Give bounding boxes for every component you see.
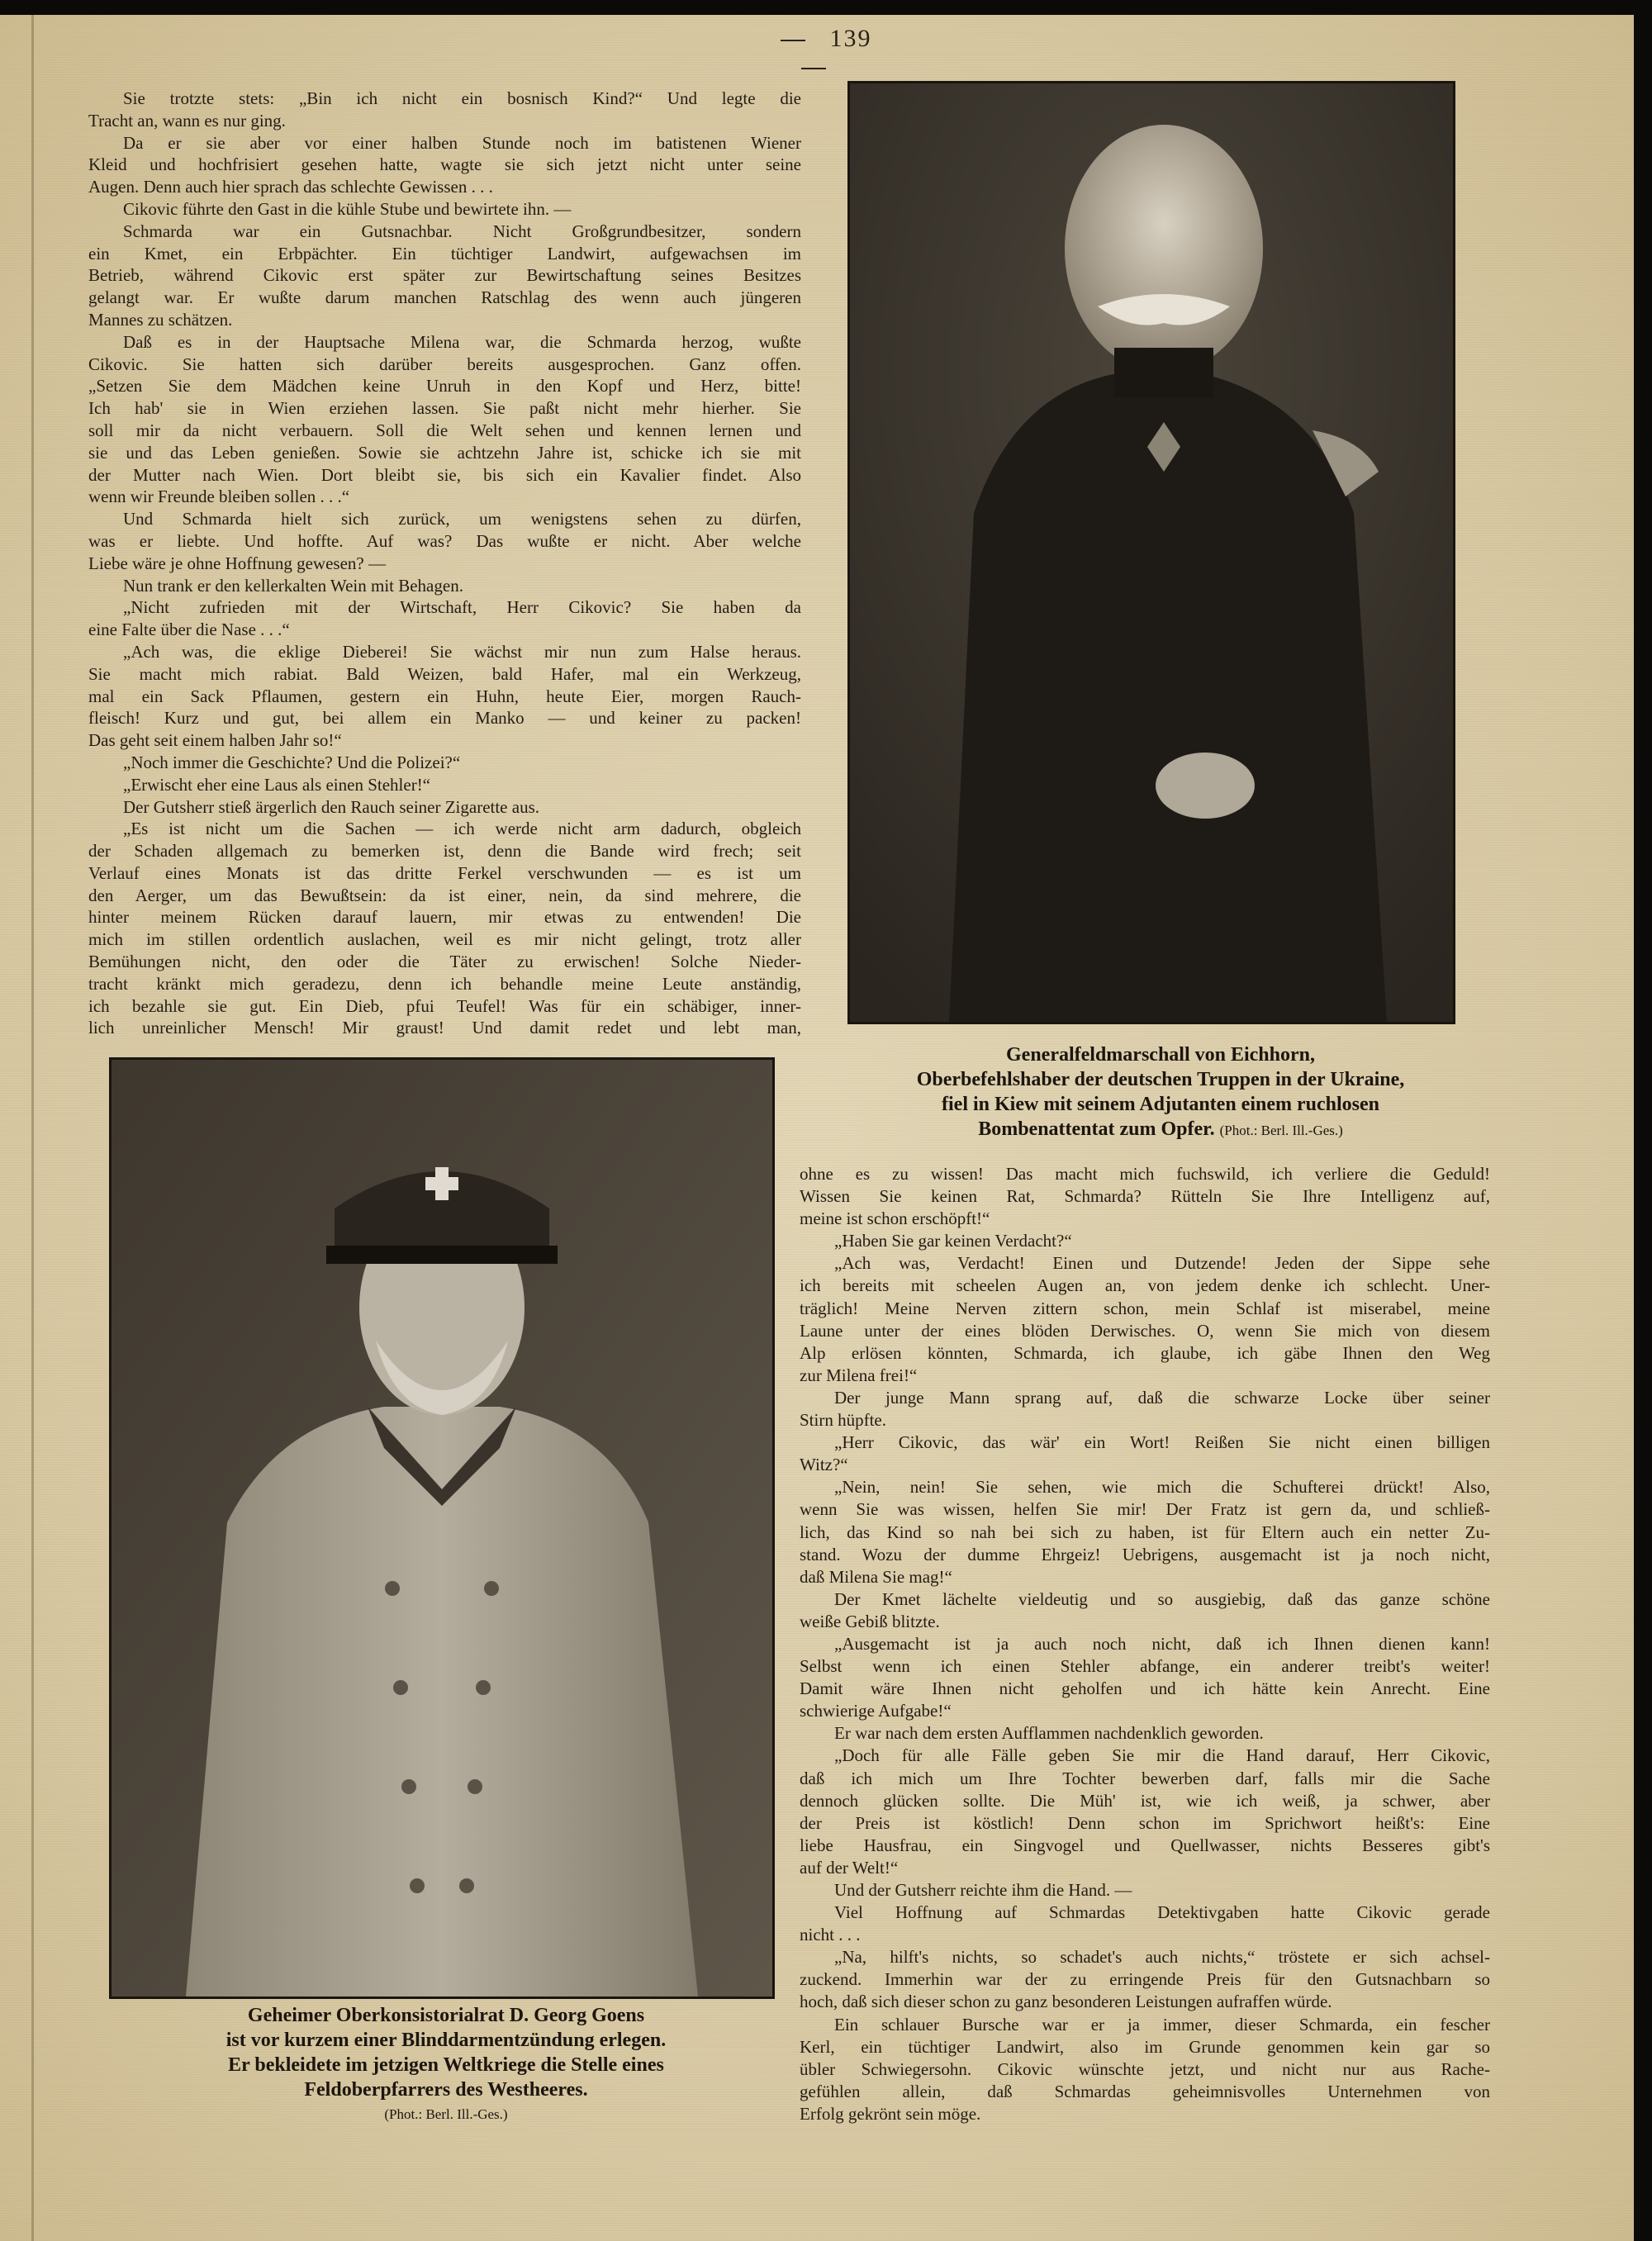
text-line: Stirn hüpfte. <box>800 1410 886 1431</box>
text-line: der Mutter nach Wien. Dort bleibt sie, bis sich ein Kavalier findet. Also <box>88 464 801 485</box>
text-line: „Erwischt eher eine Laus als einen Stehler!“ <box>123 774 431 795</box>
text-line: hinter meinem Rücken darauf lauern, mir etwas zu entwenden! Die <box>88 907 801 928</box>
text-line: wenn Sie was wissen, helfen Sie mir! Der Fratz ist gern da, und schließ- <box>800 1499 1490 1520</box>
caption-line: Oberbefehlshaber der deutschen Truppen in der Ukraine, <box>916 1069 1405 1090</box>
text-line: „Noch immer die Geschichte? Und die Polizei?“ <box>123 752 461 772</box>
portrait-chaplain-image <box>112 1060 772 1996</box>
paragraph <box>88 198 801 221</box>
text-line: nicht . . . <box>800 1925 861 1945</box>
text-line: lich unreinlicher Mensch! Mir graust! Und damit redet und lebt man, <box>88 1018 801 1038</box>
text-line: Ein schlauer Bursche war er ja immer, dieser Schmarda, ein fescher <box>834 2014 1490 2034</box>
text-line: auf der Welt!“ <box>800 1857 899 1878</box>
dash-left <box>781 40 805 41</box>
paragraph <box>88 752 801 774</box>
paragraph <box>800 1588 1490 1633</box>
paragraph <box>800 1902 1490 1946</box>
paragraph <box>88 596 801 641</box>
text-line: gelangt war. Er wußte darum manchen Ratschlag des wenn auch jüngeren <box>88 287 801 308</box>
text-line: Wissen Sie keinen Rat, Schmarda? Rütteln Sie Ihre Intelligenz auf, <box>800 1186 1490 1207</box>
paragraph <box>88 508 801 574</box>
text-line: Bemühungen nicht, den oder die Täter zu erwischen! Solche Nieder- <box>88 952 801 972</box>
text-line: Sie macht mich rabiat. Bald Weizen, bald Hafer, mal ein Werkzeug, <box>88 663 801 684</box>
caption-line: Geheimer Oberkonsistorialrat D. Georg Goens <box>247 2005 645 2026</box>
paragraph <box>88 796 801 819</box>
text-line: hoch, daß sich dieser schon zu ganz besonderen Leistungen aufraffen würde. <box>800 1992 1332 2012</box>
page-number <box>719 25 909 81</box>
paragraph <box>800 1387 1490 1431</box>
text-line: „Herr Cikovic, das wär' ein Wort! Reißen Sie nicht einen billigen <box>834 1432 1490 1453</box>
paragraph <box>800 2014 1490 2125</box>
text-line: „Ach was, die eklige Dieberei! Sie wächst mir nun zum Halse heraus. <box>123 641 801 662</box>
text-line: Liebe wäre je ohne Hoffnung gewesen? — <box>88 553 386 573</box>
text-line: Ich hab' sie in Wien erziehen lassen. Sie paßt nicht mehr hierher. Sie <box>88 398 801 419</box>
page-fold-line <box>31 15 34 2241</box>
text-line: was er liebte. Und hoffte. Auf was? Das wußte er nicht. Aber welche <box>88 530 801 551</box>
caption-line: fiel in Kiew mit seinem Adjutanten einem ruchlosen <box>942 1094 1379 1115</box>
text-line: Alp erlösen könnten, Schmarda, ich glaube, ich gäbe Ihnen den Weg <box>800 1342 1490 1363</box>
text-line: ich bereits mit scheelen Augen an, von jedem denke ich schlecht. Uner- <box>800 1275 1490 1296</box>
right-text-column <box>800 1163 1490 2125</box>
caption-line: Bombenattentat zum Opfer. <box>978 1118 1215 1140</box>
text-line: meine ist schon erschöpft!“ <box>800 1208 990 1229</box>
caption-line-with-credit <box>834 1117 1487 1143</box>
photo-credit: (Phot.: Berl. Ill.-Ges.) <box>384 2106 508 2122</box>
text-line: daß Milena Sie mag!“ <box>800 1566 952 1587</box>
text-line: Tracht an, wann es nur ging. <box>88 110 286 131</box>
text-line: Das geht seit einem halben Jahr so!“ <box>88 730 342 751</box>
paragraph <box>88 221 801 331</box>
text-line: Verlauf eines Monats ist das dritte Ferkel verschwunden — es ist um <box>88 862 801 883</box>
paragraph <box>88 575 801 597</box>
portrait-officer-image <box>850 83 1453 1022</box>
text-line: schwierige Aufgabe!“ <box>800 1701 952 1721</box>
text-line: Betrieb, während Cikovic erst später zur Bewirtschaftung seines Besitzes <box>88 265 801 286</box>
text-line: Cikovic führte den Gast in die kühle Stube und bewirtete ihn. — <box>123 198 572 219</box>
text-line: „Ausgemacht ist ja auch noch nicht, daß ich Ihnen dienen kann! <box>834 1633 1490 1654</box>
paragraph <box>88 774 801 796</box>
caption-line: Generalfeldmarschall von Eichhorn, <box>1006 1044 1315 1066</box>
caption-line: ist vor kurzem einer Blinddarmentzündung erlegen. <box>225 2030 667 2051</box>
text-line: fleisch! Kurz und gut, bei allem ein Manko — und keiner zu packen! <box>88 708 801 729</box>
paragraph <box>800 1722 1490 1745</box>
dash-right <box>801 68 826 69</box>
text-line: Der junge Mann sprang auf, daß die schwarze Locke über seiner <box>834 1387 1490 1408</box>
text-line: weiße Gebiß blitzte. <box>800 1611 940 1631</box>
photo-credit: (Phot.: Berl. Ill.-Ges.) <box>1219 1123 1343 1138</box>
text-line: dennoch glücken sollte. Die Müh' ist, wie ich weiß, ja schwer, aber <box>800 1790 1490 1811</box>
paragraph <box>88 818 801 1039</box>
text-line: Der Gutsherr stieß ärgerlich den Rauch seiner Zigarette aus. <box>123 796 539 817</box>
paragraph <box>800 1230 1490 1252</box>
text-line: Kleid und hochfrisiert gesehen hatte, wagte sie sich jetzt nicht unter seine <box>88 154 801 175</box>
text-line: Kerl, ein tüchtiger Landwirt, also im Grunde genommen kein gar so <box>800 2036 1490 2057</box>
paragraph <box>88 641 801 752</box>
text-line: Selbst wenn ich einen Stehler abfange, ein anderer treibt's weiter! <box>800 1656 1490 1677</box>
paragraph <box>800 1476 1490 1588</box>
text-line: ein Kmet, ein Erbpächter. Ein tüchtiger Landwirt, aufgewachsen im <box>88 243 801 264</box>
text-line: mich im stillen ordentlich auslachen, weil es mir nicht gelingt, trotz aller <box>88 929 801 950</box>
paragraph <box>800 1163 1490 1230</box>
text-line: Da er sie aber vor einer halben Stunde noch im batistenen Wiener <box>123 132 801 153</box>
paragraph <box>88 132 801 198</box>
text-line: Damit wäre Ihnen nicht geholfen und ich hätte kein Anrecht. Eine <box>800 1678 1490 1699</box>
paragraph <box>800 1879 1490 1902</box>
text-line: daß ich mich um Ihre Tochter bewerben darf, falls mir die Sache <box>800 1768 1490 1788</box>
text-line: „Haben Sie gar keinen Verdacht?“ <box>834 1231 1072 1251</box>
page-number-text: 139 <box>829 25 872 52</box>
text-line: wenn wir Freunde bleiben sollen . . .“ <box>88 487 350 507</box>
text-line: gefühlen allein, daß Schmardas geheimnisvolles Unternehmen von <box>800 2081 1490 2101</box>
text-line: „Nicht zufrieden mit der Wirtschaft, Herr Cikovic? Sie haben da <box>123 597 801 618</box>
text-line: „Doch für alle Fälle geben Sie mir die Hand darauf, Herr Cikovic, <box>834 1745 1490 1766</box>
text-line: „Ach was, Verdacht! Einen und Dutzende! Jeden der Sippe sehe <box>834 1253 1490 1274</box>
text-line: mal ein Sack Pflaumen, gestern ein Huhn, heute Eier, morgen Rauch- <box>88 686 801 706</box>
text-line: Laune unter der eines blöden Derwisches. O, wenn Sie mich von diesem <box>800 1320 1490 1341</box>
text-line: übler Schwiegersohn. Cikovic wünschte jetzt, und nicht nur aus Rache- <box>800 2058 1490 2079</box>
text-line: lich, das Kind so nah bei sich zu haben, ist für Eltern auch ein netter Zu- <box>800 1522 1490 1542</box>
text-line: zur Milena frei!“ <box>800 1365 918 1385</box>
text-line: ohne es zu wissen! Das macht mich fuchswild, ich verliere die Geduld! <box>800 1164 1490 1184</box>
text-line: „Nein, nein! Sie sehen, wie mich die Schufterei drückt! Also, <box>834 1477 1490 1498</box>
text-line: Augen. Denn auch hier sprach das schlechte Gewissen . . . <box>88 177 493 197</box>
text-line: Und Schmarda hielt sich zurück, um wenigstens sehen zu dürfen, <box>123 509 801 529</box>
text-line: Schmarda war ein Gutsnachbar. Nicht Großgrundbesitzer, sondern <box>123 221 801 241</box>
text-line: den Aerger, um das Bewußtsein: da ist einer, nein, da sind mehrere, die <box>88 885 801 905</box>
paragraph <box>800 1431 1490 1476</box>
text-line: der Schaden allgemach zu bemerken ist, denn die Bande wird frech; seit <box>88 841 801 862</box>
text-line: Witz?“ <box>800 1455 848 1475</box>
text-line: Mannes zu schätzen. <box>88 309 233 330</box>
photo-oberkonsistorialrat-goens <box>109 1057 775 1999</box>
text-line: Und der Gutsherr reichte ihm die Hand. — <box>834 1880 1132 1900</box>
text-line: Er war nach dem ersten Aufflammen nachdenklich geworden. <box>834 1723 1264 1744</box>
caption-goens <box>140 2003 752 2127</box>
paragraph <box>88 88 801 132</box>
caption-line: Feldoberpfarrers des Westheeres. <box>304 2079 588 2101</box>
text-line: der Preis ist köstlich! Denn schon im Sprichwort heißt's: Eine <box>800 1812 1490 1833</box>
text-line: zuckend. Immerhin war der zu erringende Preis für den Gutsnachbarn so <box>800 1969 1490 1990</box>
text-line: tracht kränkt mich geradezu, denn ich behandle meine Leute anständig, <box>88 973 801 994</box>
text-line: Sie trotzte stets: „Bin ich nicht ein bosnisch Kind?“ Und legte die <box>123 88 801 108</box>
text-line: Viel Hoffnung auf Schmardas Detektivgaben hatte Cikovic gerade <box>834 1902 1490 1923</box>
paragraph <box>800 1946 1490 2013</box>
text-line: Cikovic. Sie hatten sich darüber bereits ausgesprochen. Ganz offen. <box>88 354 801 374</box>
paragraph <box>800 1633 1490 1722</box>
text-line: soll mir da nicht verbauern. Soll die Welt sehen und kennen lernen und <box>88 420 801 440</box>
photo-generalfeldmarschall-eichhorn <box>847 81 1455 1024</box>
text-line: „Setzen Sie dem Mädchen keine Unruh in den Kopf und Herz, bitte! <box>88 376 801 396</box>
text-line: sie und das Leben genießen. Sowie sie achtzehn Jahre ist, schicke ich sie mit <box>88 442 801 463</box>
text-line: ich bezahle sie gut. Ein Dieb, pfui Teufel! Was für ein schäbiger, inner- <box>88 995 801 1016</box>
left-text-column <box>88 88 801 1039</box>
paragraph <box>800 1252 1490 1387</box>
text-line: liebe Hausfrau, ein Singvogel und Quellwasser, nichts Besseres gibt's <box>800 1835 1490 1855</box>
text-line: Der Kmet lächelte vieldeutig und so ausgiebig, daß das ganze schöne <box>834 1588 1490 1609</box>
text-line: Nun trank er den kellerkalten Wein mit Behagen. <box>123 575 463 596</box>
text-line: „Na, hilft's nichts, so schadet's auch nichts,“ tröstete er sich achsel- <box>834 1947 1490 1968</box>
text-line: „Es ist nicht um die Sachen — ich werde nicht arm dadurch, obgleich <box>123 819 801 839</box>
paragraph <box>88 331 801 508</box>
text-line: stand. Wozu der dumme Ehrgeiz! Uebrigens, ausgemacht ist ja noch nicht, <box>800 1544 1490 1564</box>
text-line: Daß es in der Hauptsache Milena war, die Schmarda herzog, wußte <box>123 331 801 352</box>
text-line: träglich! Meine Nerven zittern schon, mein Schlaf ist miserabel, meine <box>800 1298 1490 1318</box>
text-line: eine Falte über die Nase . . .“ <box>88 620 290 640</box>
caption-eichhorn <box>834 1042 1487 1143</box>
caption-line: Er bekleidete im jetzigen Weltkriege die Stelle eines <box>228 2054 664 2076</box>
paragraph <box>800 1745 1490 1879</box>
text-line: Erfolg gekrönt sein möge. <box>800 2103 981 2124</box>
